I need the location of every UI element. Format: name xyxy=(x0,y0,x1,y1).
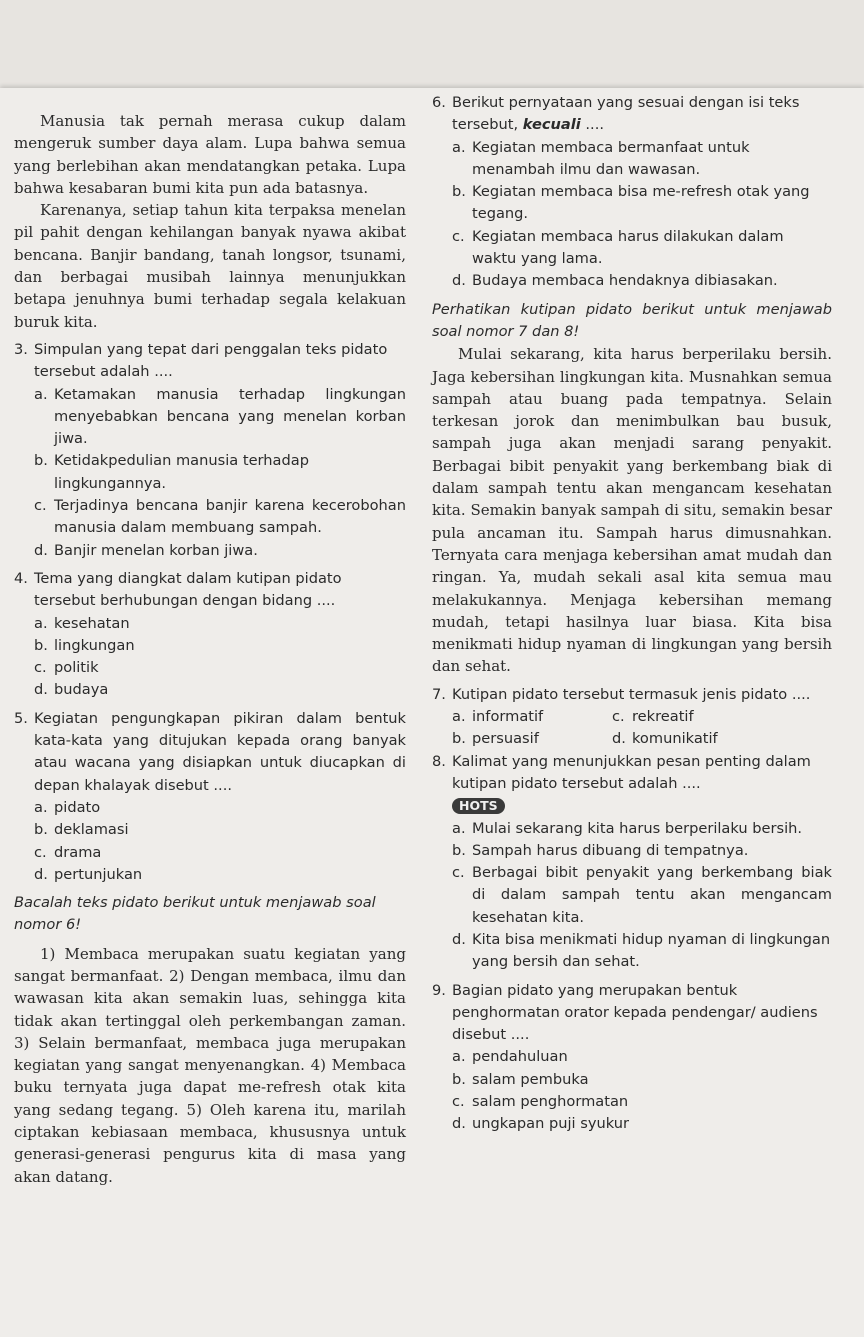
q4-option-d[interactable]: d. budaya xyxy=(34,681,109,699)
q5-option-c[interactable]: c. drama xyxy=(34,843,102,861)
q6-option-c[interactable]: c. Kegiatan membaca harus dilakukan dalam waktu yang lama. xyxy=(452,227,784,268)
question-5: 5. Kegiatan pengungkapan pikiran dalam bentuk kata-kata yang ditujukan kepada orang banyak atau wacana yang disiapkan untuk diucapkan di depan khalayak disebut .... a. pidato b. deklamasi c. drama d. pertunjukan xyxy=(14,708,406,886)
passage1-paragraph1: Manusia tak pernah merasa cukup dalam mengeruk sumber daya alam. Lupa bahwa semua yang berlebihan akan mendatangkan petaka. Lupa bahwa kesabaran bumi kita pun ada batasnya. xyxy=(14,112,406,197)
q8-option-a[interactable]: a. Mulai sekarang kita harus berperilaku bersih. xyxy=(452,819,803,837)
q3-option-a[interactable]: a. Ketamakan manusia terhadap lingkungan menyebabkan bencana yang menelan korban jiwa. xyxy=(34,385,406,448)
question-5-text: Kegiatan pengungkapan pikiran dalam bentuk kata-kata yang ditujukan kepada orang banyak atau wacana yang disiapkan untuk diucapkan di depan khalayak disebut .... xyxy=(34,709,406,794)
hots-badge: HOTS xyxy=(452,798,505,814)
left-column xyxy=(14,110,406,1188)
q6-option-d[interactable]: d. Budaya membaca hendaknya dibiasakan. xyxy=(452,272,778,290)
q8-option-b[interactable]: b. Sampah harus dibuang di tempatnya. xyxy=(452,841,749,859)
q4-option-c[interactable]: c. politik xyxy=(34,659,99,677)
q7-option-b[interactable]: b. persuasif xyxy=(452,730,539,748)
q7-option-c[interactable]: c. rekreatif xyxy=(612,708,694,726)
question-9: 9. Bagian pidato yang merupakan bentuk penghormatan orator kepada pendengar/ audiens disebut .... a. pendahuluan b. salam pembuka c. salam penghormatan d. ungkapan puji syukur xyxy=(432,980,832,1136)
passage3: Mulai sekarang, kita harus berperilaku bersih. Jaga kebersihan lingkungan kita. Musnahkan semua sampah atau buang pada tempatnya. Selain terkesan jorok dan menimbulkan bau busuk, sampah juga akan menjadi sarang penyakit. Berbagai bibit penyakit yang berkembang biak di dalam sampah tentu akan mengancam kesehatan kita. Semakin banyak sampah di situ, semakin besar pula ancaman itu. Sampah harus dimusnahkan. Ternyata cara menjaga kebersihan amat mudah dan ringan. Ya, mudah sekali asal kita semua mau melakukannya. Menjaga kebersihan memang mudah, tetapi hasilnya luar biasa. Kita bisa menikmati hidup nyaman di lingkungan yang bersih dan sehat. xyxy=(432,345,832,676)
question-8-text: Kalimat yang menunjukkan pesan penting dalam kutipan pidato tersebut adalah .... xyxy=(452,752,811,792)
q6-option-a[interactable]: a. Kegiatan membaca bermanfaat untuk menambah ilmu dan wawasan. xyxy=(452,138,750,178)
q5-option-a[interactable]: a. pidato xyxy=(34,798,101,816)
q4-option-a[interactable]: a. kesehatan xyxy=(34,614,130,632)
question-6: 6. Berikut pernyataan yang sesuai dengan isi teks tersebut, kecuali .... a. Kegiatan membaca bermanfaat untuk menambah ilmu dan wawasan. b. Kegiatan membaca bisa me-refresh otak yang tegang. c. Kegiatan membaca harus dilakukan dalam waktu yang lama. d. Budaya membaca hendaknya dibiasakan. xyxy=(432,92,832,293)
q7-option-d[interactable]: d. komunikatif xyxy=(612,730,718,748)
q3-option-b[interactable]: b. Ketidakpedulian manusia terhadap lingkungannya. xyxy=(34,452,309,492)
instruction-question-6: Bacalah teks pidato berikut untuk menjawab soal nomor 6! xyxy=(14,894,376,934)
q5-option-d[interactable]: d. pertunjukan xyxy=(34,865,143,883)
q9-option-c[interactable]: c. salam penghormatan xyxy=(452,1093,629,1111)
question-4: 4. Tema yang diangkat dalam kutipan pidato tersebut berhubungan dengan bidang .... a. kesehatan b. lingkungan c. politik d. budaya xyxy=(14,568,406,702)
instruction-question-7-8: Perhatikan kutipan pidato berikut untuk menjawab soal nomor 7 dan 8! xyxy=(432,300,832,340)
q9-option-d[interactable]: d. ungkapan puji syukur xyxy=(452,1115,629,1133)
q8-option-c[interactable]: c. Berbagai bibit penyakit yang berkembang biak di dalam sampah tentu akan mengancam kesehatan kita. xyxy=(452,864,832,926)
question-3: 3. Simpulan yang tepat dari penggalan teks pidato tersebut adalah .... a. Ketamakan manusia terhadap lingkungan menyebabkan bencana yang menelan korban jiwa. b. Ketidakpedulian manusia terhadap lingkungannya. c. Terjadinya bencana banjir karena kecerobohan manusia dalam membuang sampah. d. Banjir menelan korban jiwa. xyxy=(14,339,406,562)
right-column xyxy=(432,92,832,1136)
question-4-text: Tema yang diangkat dalam kutipan pidato tersebut berhubungan dengan bidang .... xyxy=(34,569,342,610)
question-9-text: Bagian pidato yang merupakan bentuk penghormatan orator kepada pendengar/ audiens disebut .... xyxy=(452,981,818,1044)
q8-option-d[interactable]: d. Kita bisa menikmati hidup nyaman di lingkungan yang bersih dan sehat. xyxy=(452,930,831,971)
passage2: 1) Membaca merupakan suatu kegiatan yang sangat bermanfaat. 2) Dengan membaca, ilmu dan wawasan kita akan semakin luas, sehingga kita tidak akan tertinggal oleh perkembangan zaman. 3) Selain bermanfaat, membaca juga merupakan kegiatan yang sangat menyenangkan. 4) Membaca buku ternyata juga dapat me-refresh otak kita yang sedang tegang. 5) Oleh karena itu, marilah ciptakan kebiasaan membaca, khususnya untuk generasi-generasi pengurus kita di masa yang akan datang. xyxy=(14,944,406,1186)
question-7: 7. Kutipan pidato tersebut termasuk jenis pidato .... a. informatif c. rekreatif b. persuasif d. komunikatif xyxy=(432,684,832,751)
q9-option-b[interactable]: b. salam pembuka xyxy=(452,1070,589,1088)
q4-option-b[interactable]: b. lingkungan xyxy=(34,636,135,654)
q3-option-c[interactable]: c. Terjadinya bencana banjir karena kecerobohan manusia dalam membuang sampah. xyxy=(34,497,406,537)
question-6-text: Berikut pernyataan yang sesuai dengan isi teks tersebut, kecuali .... xyxy=(452,94,800,134)
question-8: 8. Kalimat yang menunjukkan pesan penting dalam kutipan pidato tersebut adalah .... HOTS a. Mulai sekarang kita harus berperilaku bersih. b. Sampah harus dibuang di tempatnya. c. Berbagai bibit penyakit yang berkembang biak di dalam sampah tentu akan mengancam kesehatan kita. d. Kita bisa menikmati hidup nyaman di lingkungan yang bersih dan sehat. xyxy=(432,751,832,974)
q3-option-d[interactable]: d. Banjir menelan korban jiwa. xyxy=(34,541,258,559)
question-7-text: Kutipan pidato tersebut termasuk jenis pidato .... xyxy=(452,685,811,703)
q5-option-b[interactable]: b. deklamasi xyxy=(34,821,129,839)
passage1-paragraph2: Karenanya, setiap tahun kita terpaksa menelan pil pahit dengan kehilangan banyak nyawa akibat bencana. Banjir bandang, tanah longsor, tsunami, dan berbagai musibah lainnya menunjukkan betapa jenuhnya bumi terhadap segala kelakuan buruk kita. xyxy=(14,201,406,331)
q9-option-a[interactable]: a. pendahuluan xyxy=(452,1048,568,1066)
question-3-text: Simpulan yang tepat dari penggalan teks pidato tersebut adalah .... xyxy=(34,340,388,381)
q7-option-a[interactable]: a. informatif xyxy=(452,708,544,726)
q6-option-b[interactable]: b. Kegiatan membaca bisa me-refresh otak yang tegang. xyxy=(452,183,810,223)
